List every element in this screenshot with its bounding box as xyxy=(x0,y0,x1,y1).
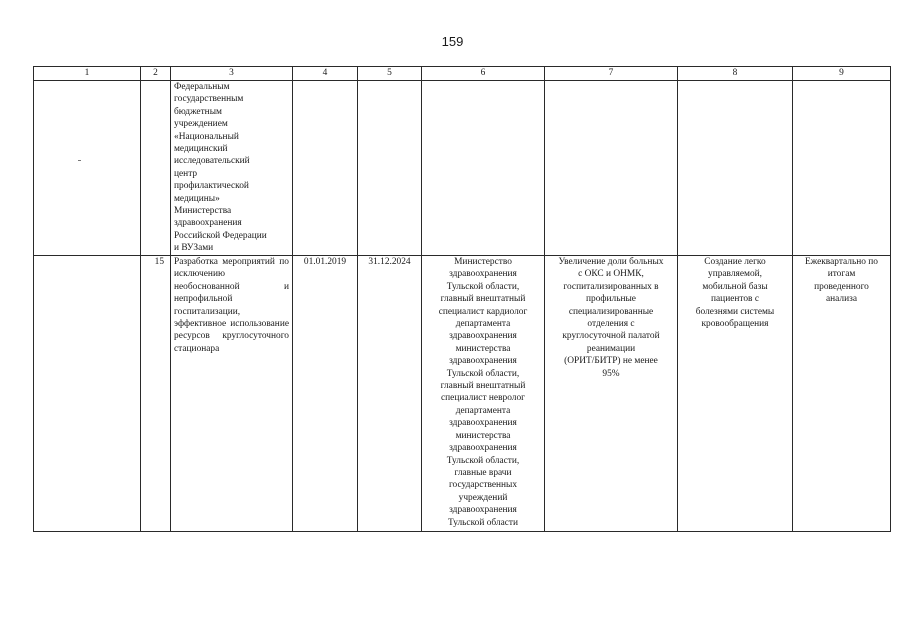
header-cell: 5 xyxy=(358,67,422,81)
table-cell xyxy=(34,81,141,256)
table-cell xyxy=(422,81,545,256)
data-table xyxy=(33,66,891,532)
table-row xyxy=(34,81,891,256)
table-cell xyxy=(793,81,891,256)
row-number: 15 xyxy=(141,256,171,532)
table-cell xyxy=(141,81,171,256)
table-cell xyxy=(545,256,678,532)
executors-text: Министерство здравоохранения Тульской области, главный внештатный специалист кардиолог департамента здравоохранения министерства здравоохранения Тульской области, главный внештатный специалист невролог департамента здравоохранения министерства здравоохранения Тульской области, главные врачи государственных учреждений здравоохранения Тульской области xyxy=(438,257,528,528)
header-cell: 7 xyxy=(545,67,678,81)
table-cell xyxy=(793,256,891,532)
table-cell xyxy=(358,81,422,256)
table-row xyxy=(34,256,891,532)
table-cell xyxy=(422,256,545,532)
header-cell: 1 xyxy=(34,67,141,81)
control-text: Ежеквартально по итогам проведенного анализа xyxy=(805,257,878,305)
table-cell xyxy=(293,81,358,256)
measure-text: Разработка мероприятий по исключению необоснованной и непрофильной госпитализации, эффективное использование ресурсов круглосуточного стационара xyxy=(171,256,293,532)
header-cell: 2 xyxy=(141,67,171,81)
header-cell: 4 xyxy=(293,67,358,81)
header-cell: 6 xyxy=(422,67,545,81)
table-cell xyxy=(34,256,141,532)
start-date: 01.01.2019 xyxy=(293,256,358,532)
table-cell xyxy=(678,256,793,532)
table-cell xyxy=(678,81,793,256)
header-cell: 8 xyxy=(678,67,793,81)
header-row xyxy=(34,67,891,81)
header-cell: 9 xyxy=(793,67,891,81)
expected-result-text: Увеличение доли больных с ОКС и ОНМК, госпитализированных в профильные специализированные отделения с круглосуточной палатой реанимации (ОРИТ/БИТР) не менее 95% xyxy=(558,257,664,379)
table-cell xyxy=(171,81,293,256)
page-number: 159 xyxy=(441,34,464,49)
end-date: 31.12.2024 xyxy=(358,256,422,532)
header-cell: 3 xyxy=(171,67,293,81)
responsible-text: Федеральным государственным бюджетным учреждением «Национальный медицинский исследовательский центр профилактической медицины» Министерства здравоохранения Российской Федерации и ВУЗами xyxy=(174,82,267,254)
indicator-text: Создание легко управляемой, мобильной базы пациентов с болезнями системы кровообращения xyxy=(695,257,775,330)
table-cell xyxy=(545,81,678,256)
